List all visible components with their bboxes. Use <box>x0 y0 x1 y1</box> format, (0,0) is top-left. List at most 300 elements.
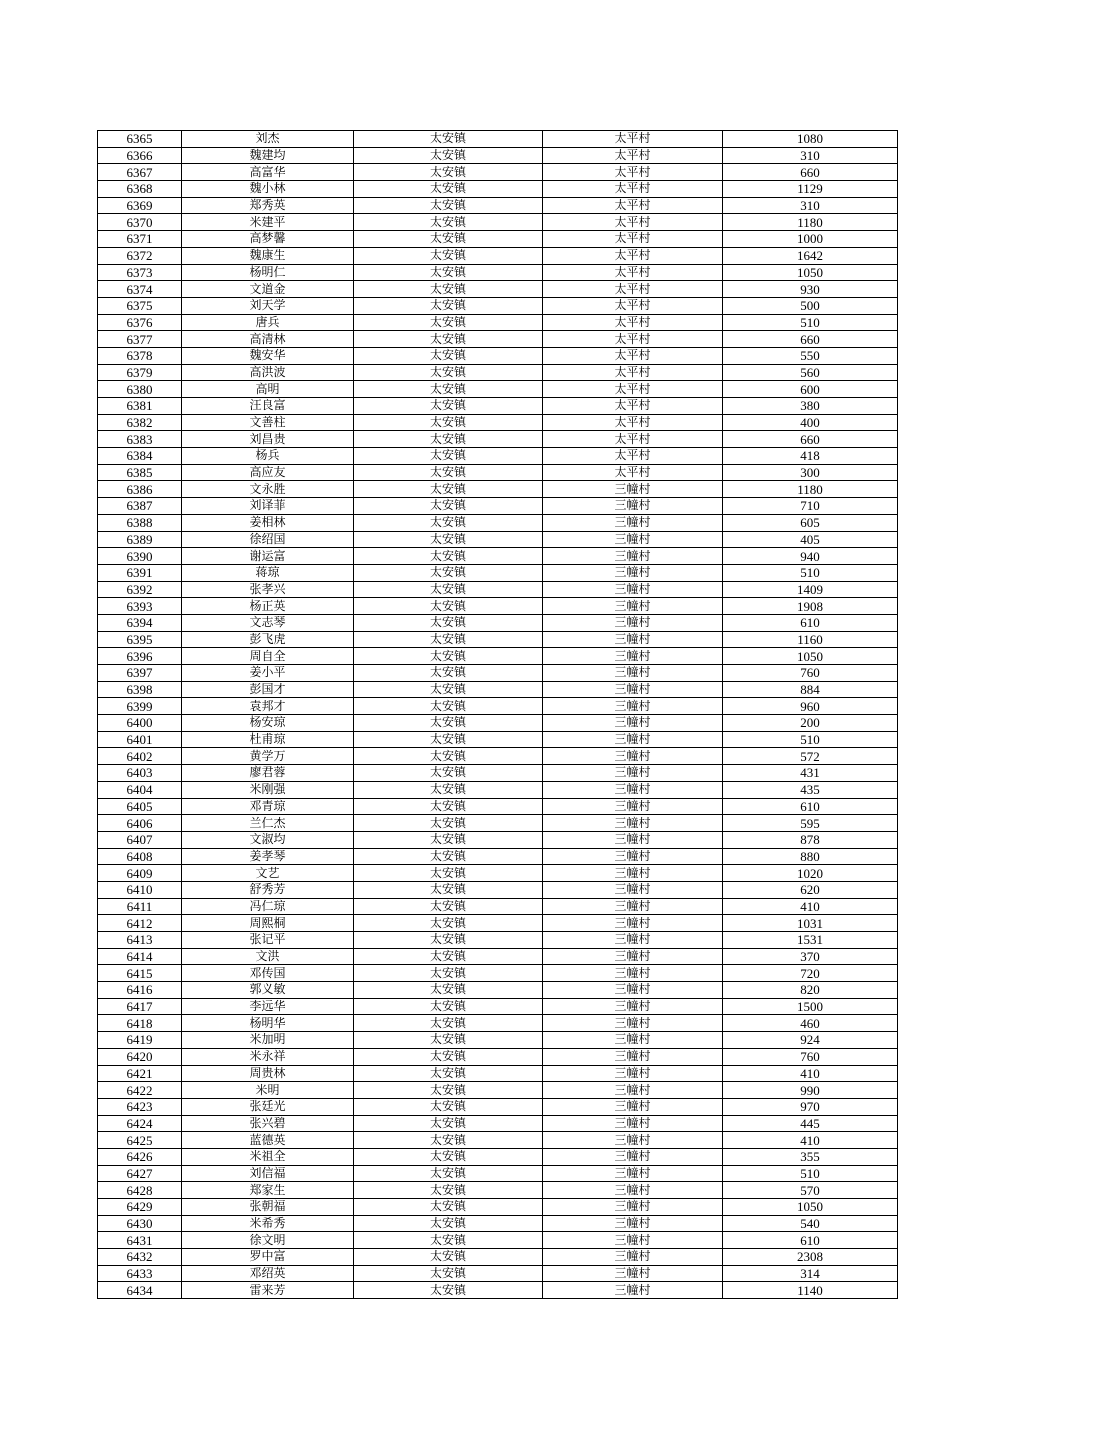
name-cell: 魏康生 <box>182 247 354 264</box>
serial-number-cell: 6427 <box>98 1165 182 1182</box>
town-cell: 太安镇 <box>354 197 543 214</box>
town-cell: 太安镇 <box>354 281 543 298</box>
village-cell: 三幢村 <box>543 1148 723 1165</box>
village-cell: 三幢村 <box>543 1165 723 1182</box>
village-cell: 三幢村 <box>543 1232 723 1249</box>
town-cell: 太安镇 <box>354 1199 543 1216</box>
serial-number-cell: 6381 <box>98 398 182 415</box>
serial-number-cell: 6429 <box>98 1199 182 1216</box>
table-row <box>98 197 898 214</box>
town-cell: 太安镇 <box>354 147 543 164</box>
table-row <box>98 665 898 682</box>
table-row <box>98 1132 898 1149</box>
amount-cell: 300 <box>723 464 898 481</box>
table-row <box>98 281 898 298</box>
village-cell: 三幢村 <box>543 614 723 631</box>
serial-number-cell: 6414 <box>98 948 182 965</box>
amount-cell: 760 <box>723 1048 898 1065</box>
serial-number-cell: 6393 <box>98 598 182 615</box>
town-cell: 太安镇 <box>354 398 543 415</box>
name-cell: 杨兵 <box>182 448 354 465</box>
table-row <box>98 1165 898 1182</box>
name-cell: 冯仁琼 <box>182 898 354 915</box>
town-cell: 太安镇 <box>354 1098 543 1115</box>
serial-number-cell: 6433 <box>98 1265 182 1282</box>
amount-cell: 960 <box>723 698 898 715</box>
serial-number-cell: 6417 <box>98 998 182 1015</box>
serial-number-cell: 6385 <box>98 464 182 481</box>
table-row <box>98 431 898 448</box>
town-cell: 太安镇 <box>354 364 543 381</box>
serial-number-cell: 6415 <box>98 965 182 982</box>
name-cell: 杜甫琼 <box>182 731 354 748</box>
amount-cell: 410 <box>723 1132 898 1149</box>
town-cell: 太安镇 <box>354 715 543 732</box>
table-row <box>98 464 898 481</box>
town-cell: 太安镇 <box>354 648 543 665</box>
village-cell: 三幢村 <box>543 1282 723 1299</box>
name-cell: 魏安华 <box>182 347 354 364</box>
serial-number-cell: 6411 <box>98 898 182 915</box>
village-cell: 太平村 <box>543 247 723 264</box>
village-cell: 太平村 <box>543 231 723 248</box>
village-cell: 三幢村 <box>543 965 723 982</box>
village-cell: 三幢村 <box>543 848 723 865</box>
table-row <box>98 314 898 331</box>
amount-cell: 610 <box>723 614 898 631</box>
village-cell: 三幢村 <box>543 932 723 949</box>
village-cell: 三幢村 <box>543 1215 723 1232</box>
serial-number-cell: 6424 <box>98 1115 182 1132</box>
town-cell: 太安镇 <box>354 948 543 965</box>
name-cell: 张孝兴 <box>182 581 354 598</box>
name-cell: 彭飞虎 <box>182 631 354 648</box>
amount-cell: 540 <box>723 1215 898 1232</box>
village-cell: 三幢村 <box>543 1249 723 1266</box>
name-cell: 米希秀 <box>182 1215 354 1232</box>
table-row <box>98 948 898 965</box>
serial-number-cell: 6420 <box>98 1048 182 1065</box>
town-cell: 太安镇 <box>354 181 543 198</box>
serial-number-cell: 6403 <box>98 765 182 782</box>
name-cell: 姜孝琴 <box>182 848 354 865</box>
name-cell: 邓青琼 <box>182 798 354 815</box>
town-cell: 太安镇 <box>354 748 543 765</box>
amount-cell: 2308 <box>723 1249 898 1266</box>
town-cell: 太安镇 <box>354 431 543 448</box>
serial-number-cell: 6389 <box>98 531 182 548</box>
amount-cell: 940 <box>723 548 898 565</box>
village-cell: 三幢村 <box>543 514 723 531</box>
table-row <box>98 448 898 465</box>
amount-cell: 510 <box>723 314 898 331</box>
serial-number-cell: 6412 <box>98 915 182 932</box>
amount-cell: 1050 <box>723 648 898 665</box>
town-cell: 太安镇 <box>354 464 543 481</box>
amount-cell: 500 <box>723 297 898 314</box>
table-row <box>98 881 898 898</box>
serial-number-cell: 6394 <box>98 614 182 631</box>
table-row <box>98 698 898 715</box>
table-row <box>98 798 898 815</box>
name-cell: 高富华 <box>182 164 354 181</box>
table-body <box>98 131 898 1299</box>
town-cell: 太安镇 <box>354 481 543 498</box>
name-cell: 魏建均 <box>182 147 354 164</box>
name-cell: 文善柱 <box>182 414 354 431</box>
name-cell: 罗中富 <box>182 1249 354 1266</box>
village-cell: 三幢村 <box>543 948 723 965</box>
serial-number-cell: 6386 <box>98 481 182 498</box>
town-cell: 太安镇 <box>354 915 543 932</box>
amount-cell: 314 <box>723 1265 898 1282</box>
table-row <box>98 1282 898 1299</box>
village-cell: 太平村 <box>543 197 723 214</box>
serial-number-cell: 6395 <box>98 631 182 648</box>
table-row <box>98 1232 898 1249</box>
serial-number-cell: 6428 <box>98 1182 182 1199</box>
table-row <box>98 364 898 381</box>
town-cell: 太安镇 <box>354 831 543 848</box>
serial-number-cell: 6384 <box>98 448 182 465</box>
name-cell: 张记平 <box>182 932 354 949</box>
name-cell: 文志琴 <box>182 614 354 631</box>
village-cell: 三幢村 <box>543 1015 723 1032</box>
village-cell: 三幢村 <box>543 748 723 765</box>
name-cell: 李远华 <box>182 998 354 1015</box>
name-cell: 周贵林 <box>182 1065 354 1082</box>
name-cell: 杨安琼 <box>182 715 354 732</box>
table-row <box>98 932 898 949</box>
town-cell: 太安镇 <box>354 1265 543 1282</box>
name-cell: 米祖全 <box>182 1148 354 1165</box>
serial-number-cell: 6410 <box>98 881 182 898</box>
town-cell: 太安镇 <box>354 448 543 465</box>
serial-number-cell: 6371 <box>98 231 182 248</box>
village-cell: 三幢村 <box>543 1048 723 1065</box>
name-cell: 徐文明 <box>182 1232 354 1249</box>
serial-number-cell: 6367 <box>98 164 182 181</box>
amount-cell: 620 <box>723 881 898 898</box>
town-cell: 太安镇 <box>354 131 543 148</box>
amount-cell: 355 <box>723 1148 898 1165</box>
table-row <box>98 398 898 415</box>
table-row <box>98 1082 898 1099</box>
serial-number-cell: 6396 <box>98 648 182 665</box>
table-row <box>98 998 898 1015</box>
table-row <box>98 214 898 231</box>
table-row <box>98 848 898 865</box>
name-cell: 谢运富 <box>182 548 354 565</box>
town-cell: 太安镇 <box>354 264 543 281</box>
name-cell: 郑家生 <box>182 1182 354 1199</box>
serial-number-cell: 6374 <box>98 281 182 298</box>
town-cell: 太安镇 <box>354 1165 543 1182</box>
name-cell: 杨正英 <box>182 598 354 615</box>
table-row <box>98 915 898 932</box>
amount-cell: 610 <box>723 1232 898 1249</box>
serial-number-cell: 6378 <box>98 347 182 364</box>
name-cell: 彭国才 <box>182 681 354 698</box>
serial-number-cell: 6416 <box>98 982 182 999</box>
serial-number-cell: 6397 <box>98 665 182 682</box>
name-cell: 米刚强 <box>182 781 354 798</box>
village-cell: 三幢村 <box>543 681 723 698</box>
village-cell: 太平村 <box>543 398 723 415</box>
serial-number-cell: 6409 <box>98 865 182 882</box>
village-cell: 太平村 <box>543 131 723 148</box>
village-cell: 太平村 <box>543 147 723 164</box>
amount-cell: 924 <box>723 1032 898 1049</box>
name-cell: 徐绍国 <box>182 531 354 548</box>
village-cell: 太平村 <box>543 281 723 298</box>
serial-number-cell: 6422 <box>98 1082 182 1099</box>
name-cell: 张朝福 <box>182 1199 354 1216</box>
village-cell: 三幢村 <box>543 581 723 598</box>
table-row <box>98 498 898 515</box>
town-cell: 太安镇 <box>354 548 543 565</box>
name-cell: 兰仁杰 <box>182 815 354 832</box>
table-row <box>98 1182 898 1199</box>
village-cell: 太平村 <box>543 314 723 331</box>
amount-cell: 410 <box>723 1065 898 1082</box>
table-row <box>98 1115 898 1132</box>
village-cell: 太平村 <box>543 381 723 398</box>
amount-cell: 410 <box>723 898 898 915</box>
amount-cell: 370 <box>723 948 898 965</box>
town-cell: 太安镇 <box>354 781 543 798</box>
name-cell: 高应友 <box>182 464 354 481</box>
town-cell: 太安镇 <box>354 765 543 782</box>
village-cell: 太平村 <box>543 414 723 431</box>
table-row <box>98 548 898 565</box>
serial-number-cell: 6373 <box>98 264 182 281</box>
serial-number-cell: 6366 <box>98 147 182 164</box>
serial-number-cell: 6431 <box>98 1232 182 1249</box>
amount-cell: 570 <box>723 1182 898 1199</box>
name-cell: 姜小平 <box>182 665 354 682</box>
name-cell: 汪良富 <box>182 398 354 415</box>
serial-number-cell: 6408 <box>98 848 182 865</box>
town-cell: 太安镇 <box>354 1182 543 1199</box>
table-row <box>98 414 898 431</box>
table-row <box>98 564 898 581</box>
name-cell: 刘译菲 <box>182 498 354 515</box>
village-cell: 三幢村 <box>543 1199 723 1216</box>
town-cell: 太安镇 <box>354 1115 543 1132</box>
table-row <box>98 131 898 148</box>
table-row <box>98 731 898 748</box>
name-cell: 舒秀芳 <box>182 881 354 898</box>
town-cell: 太安镇 <box>354 1065 543 1082</box>
town-cell: 太安镇 <box>354 314 543 331</box>
serial-number-cell: 6382 <box>98 414 182 431</box>
village-cell: 三幢村 <box>543 1115 723 1132</box>
town-cell: 太安镇 <box>354 581 543 598</box>
name-cell: 刘杰 <box>182 131 354 148</box>
name-cell: 邓绍英 <box>182 1265 354 1282</box>
town-cell: 太安镇 <box>354 798 543 815</box>
name-cell: 高明 <box>182 381 354 398</box>
table-row <box>98 247 898 264</box>
table-row <box>98 164 898 181</box>
serial-number-cell: 6423 <box>98 1098 182 1115</box>
town-cell: 太安镇 <box>354 1282 543 1299</box>
amount-cell: 572 <box>723 748 898 765</box>
town-cell: 太安镇 <box>354 998 543 1015</box>
amount-cell: 310 <box>723 197 898 214</box>
table-row <box>98 331 898 348</box>
town-cell: 太安镇 <box>354 815 543 832</box>
amount-cell: 1500 <box>723 998 898 1015</box>
amount-cell: 405 <box>723 531 898 548</box>
name-cell: 高清林 <box>182 331 354 348</box>
village-cell: 太平村 <box>543 164 723 181</box>
amount-cell: 1180 <box>723 481 898 498</box>
table-row <box>98 1215 898 1232</box>
town-cell: 太安镇 <box>354 631 543 648</box>
serial-number-cell: 6432 <box>98 1249 182 1266</box>
serial-number-cell: 6426 <box>98 1148 182 1165</box>
town-cell: 太安镇 <box>354 514 543 531</box>
town-cell: 太安镇 <box>354 598 543 615</box>
village-cell: 三幢村 <box>543 531 723 548</box>
town-cell: 太安镇 <box>354 865 543 882</box>
serial-number-cell: 6370 <box>98 214 182 231</box>
village-cell: 太平村 <box>543 181 723 198</box>
amount-cell: 710 <box>723 498 898 515</box>
town-cell: 太安镇 <box>354 1232 543 1249</box>
name-cell: 廖君蓉 <box>182 765 354 782</box>
village-cell: 太平村 <box>543 264 723 281</box>
name-cell: 米建平 <box>182 214 354 231</box>
amount-cell: 884 <box>723 681 898 698</box>
amount-cell: 1050 <box>723 1199 898 1216</box>
amount-cell: 510 <box>723 564 898 581</box>
amount-cell: 990 <box>723 1082 898 1099</box>
name-cell: 邓传国 <box>182 965 354 982</box>
serial-number-cell: 6405 <box>98 798 182 815</box>
village-cell: 太平村 <box>543 364 723 381</box>
town-cell: 太安镇 <box>354 247 543 264</box>
table-row <box>98 815 898 832</box>
table-row <box>98 982 898 999</box>
village-cell: 三幢村 <box>543 915 723 932</box>
village-cell: 太平村 <box>543 297 723 314</box>
village-cell: 三幢村 <box>543 865 723 882</box>
serial-number-cell: 6369 <box>98 197 182 214</box>
town-cell: 太安镇 <box>354 1249 543 1266</box>
amount-cell: 660 <box>723 164 898 181</box>
amount-cell: 878 <box>723 831 898 848</box>
amount-cell: 930 <box>723 281 898 298</box>
town-cell: 太安镇 <box>354 1032 543 1049</box>
serial-number-cell: 6390 <box>98 548 182 565</box>
town-cell: 太安镇 <box>354 965 543 982</box>
amount-cell: 1180 <box>723 214 898 231</box>
amount-cell: 400 <box>723 414 898 431</box>
name-cell: 袁邦才 <box>182 698 354 715</box>
table-row <box>98 865 898 882</box>
serial-number-cell: 6407 <box>98 831 182 848</box>
table-row <box>98 297 898 314</box>
name-cell: 黄学万 <box>182 748 354 765</box>
village-cell: 三幢村 <box>543 1082 723 1099</box>
serial-number-cell: 6379 <box>98 364 182 381</box>
table-row <box>98 781 898 798</box>
village-cell: 太平村 <box>543 464 723 481</box>
village-cell: 三幢村 <box>543 631 723 648</box>
table-row <box>98 765 898 782</box>
table-row <box>98 147 898 164</box>
town-cell: 太安镇 <box>354 564 543 581</box>
table-row <box>98 1265 898 1282</box>
name-cell: 蒋琼 <box>182 564 354 581</box>
village-cell: 三幢村 <box>543 715 723 732</box>
town-cell: 太安镇 <box>354 932 543 949</box>
village-cell: 三幢村 <box>543 1032 723 1049</box>
serial-number-cell: 6377 <box>98 331 182 348</box>
amount-cell: 310 <box>723 147 898 164</box>
serial-number-cell: 6425 <box>98 1132 182 1149</box>
serial-number-cell: 6413 <box>98 932 182 949</box>
village-cell: 三幢村 <box>543 1098 723 1115</box>
amount-cell: 880 <box>723 848 898 865</box>
amount-cell: 660 <box>723 331 898 348</box>
serial-number-cell: 6406 <box>98 815 182 832</box>
town-cell: 太安镇 <box>354 881 543 898</box>
name-cell: 高洪波 <box>182 364 354 381</box>
town-cell: 太安镇 <box>354 731 543 748</box>
name-cell: 魏小林 <box>182 181 354 198</box>
amount-cell: 200 <box>723 715 898 732</box>
town-cell: 太安镇 <box>354 1082 543 1099</box>
village-cell: 三幢村 <box>543 731 723 748</box>
amount-cell: 610 <box>723 798 898 815</box>
town-cell: 太安镇 <box>354 297 543 314</box>
name-cell: 雷来芳 <box>182 1282 354 1299</box>
table-row <box>98 381 898 398</box>
town-cell: 太安镇 <box>354 164 543 181</box>
amount-cell: 418 <box>723 448 898 465</box>
village-cell: 三幢村 <box>543 648 723 665</box>
town-cell: 太安镇 <box>354 848 543 865</box>
name-cell: 刘昌贵 <box>182 431 354 448</box>
serial-number-cell: 6392 <box>98 581 182 598</box>
serial-number-cell: 6399 <box>98 698 182 715</box>
village-cell: 三幢村 <box>543 1265 723 1282</box>
amount-cell: 720 <box>723 965 898 982</box>
data-table <box>97 130 898 1299</box>
serial-number-cell: 6383 <box>98 431 182 448</box>
amount-cell: 560 <box>723 364 898 381</box>
name-cell: 姜相林 <box>182 514 354 531</box>
serial-number-cell: 6387 <box>98 498 182 515</box>
amount-cell: 380 <box>723 398 898 415</box>
name-cell: 刘信福 <box>182 1165 354 1182</box>
town-cell: 太安镇 <box>354 231 543 248</box>
serial-number-cell: 6368 <box>98 181 182 198</box>
name-cell: 米加明 <box>182 1032 354 1049</box>
serial-number-cell: 6430 <box>98 1215 182 1232</box>
amount-cell: 1160 <box>723 631 898 648</box>
table-row <box>98 648 898 665</box>
table-row <box>98 531 898 548</box>
town-cell: 太安镇 <box>354 1132 543 1149</box>
serial-number-cell: 6419 <box>98 1032 182 1049</box>
serial-number-cell: 6404 <box>98 781 182 798</box>
serial-number-cell: 6398 <box>98 681 182 698</box>
